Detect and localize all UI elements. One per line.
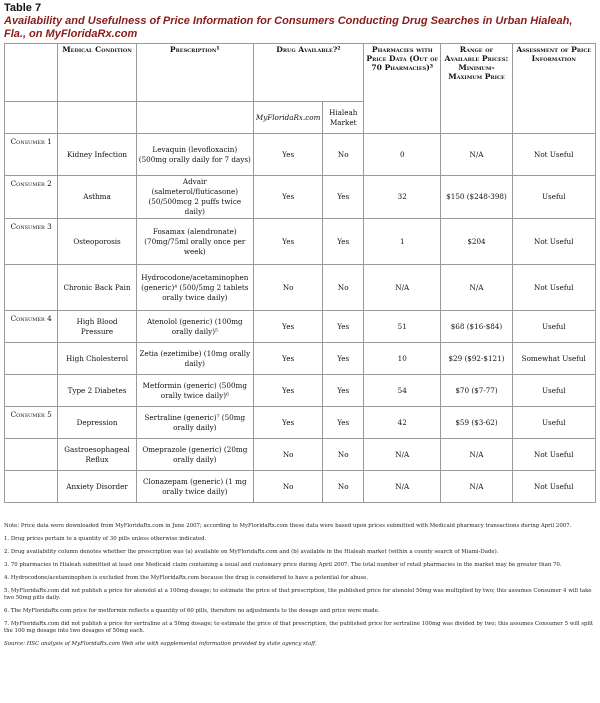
myflorida-cell: Yes: [253, 407, 323, 439]
note-item: 6. The MyFloridaRx.com price for metformin reflects a quantity of 60 pills, therefore no adjustments to the dosage and price were made.: [4, 608, 380, 614]
note-item: 1. Drug prices pertain to a quantity of 30 pills unless otherwise indicated.: [4, 536, 207, 542]
header-spacer: [5, 102, 58, 134]
hialeah-cell: Yes: [323, 375, 364, 407]
pharmacies-cell: N/A: [364, 439, 441, 471]
hialeah-cell: No: [323, 471, 364, 503]
consumer-label: Consumer 2: [5, 176, 58, 219]
table-row: [5, 375, 596, 407]
header-spacer: [136, 102, 253, 134]
table-row: [5, 219, 596, 265]
consumer-label: [5, 439, 58, 471]
table-row: [5, 407, 596, 439]
range-cell: $204: [441, 219, 512, 265]
table-label: Table 7: [4, 2, 42, 14]
pharmacies-cell: 1: [364, 219, 441, 265]
consumer-label: Consumer 4: [5, 311, 58, 343]
note-item: 2. Drug availability column denotes whether the prescription was (a) available on MyFloridaRx.com and (b) available in the Hialeah market (within a county search of Miami-Dade).: [4, 549, 499, 555]
condition-cell: High Cholesterol: [58, 343, 136, 375]
subheader-myflorida: MyFloridaRx.com: [253, 102, 323, 134]
hialeah-cell: Yes: [323, 219, 364, 265]
pharmacies-cell: N/A: [364, 265, 441, 311]
consumer-label: [5, 265, 58, 311]
consumer-label: Consumer 5: [5, 407, 58, 439]
note-item: 3. 70 pharmacies in Hialeah submitted at least one Medicaid claim containing a usual and customary price during April 2007. The total number of retail pharmacies in the market may be greater than 70.: [4, 562, 562, 568]
myflorida-cell: Yes: [253, 375, 323, 407]
header-pharmacies: Pharmacies with Price Data (Out of 70 Pharmacies)³: [364, 44, 441, 134]
condition-cell: Type 2 Diabetes: [58, 375, 136, 407]
assessment-cell: Useful: [512, 311, 596, 343]
condition-cell: High Blood Pressure: [58, 311, 136, 343]
myflorida-cell: Yes: [253, 134, 323, 176]
source-note: Source: HSC analysis of MyFloridaRx.com Web site with supplemental information provided by state agency staff.: [4, 641, 317, 647]
range-cell: $68 ($16-$84): [441, 311, 512, 343]
table-row: [5, 311, 596, 343]
header-drug-available: Drug Available?²: [253, 44, 363, 102]
range-cell: N/A: [441, 439, 512, 471]
prescription-cell: Metformin (generic) (500mg orally twice daily)⁶: [136, 375, 253, 407]
hialeah-cell: No: [323, 265, 364, 311]
prescription-cell: Hydrocodone/acetaminophen (generic)⁴ (500/5mg 2 tablets orally twice daily): [136, 265, 253, 311]
pharmacies-cell: 0: [364, 134, 441, 176]
table-row: [5, 471, 596, 503]
consumer-label: [5, 471, 58, 503]
table-row: [5, 265, 596, 311]
hialeah-cell: Yes: [323, 176, 364, 219]
assessment-cell: Useful: [512, 375, 596, 407]
condition-cell: Asthma: [58, 176, 136, 219]
assessment-cell: Not Useful: [512, 219, 596, 265]
condition-cell: Gastroesophageal Reflux: [58, 439, 136, 471]
pharmacies-cell: 51: [364, 311, 441, 343]
consumer-label: [5, 375, 58, 407]
header-medical-condition: Medical Condition: [58, 44, 136, 102]
table-row: [5, 343, 596, 375]
condition-cell: Kidney Infection: [58, 134, 136, 176]
table-notes: [4, 523, 596, 654]
hialeah-cell: Yes: [323, 311, 364, 343]
consumer-label: [5, 343, 58, 375]
myflorida-cell: Yes: [253, 176, 323, 219]
range-cell: $59 ($3-62): [441, 407, 512, 439]
hialeah-cell: No: [323, 439, 364, 471]
myflorida-cell: No: [253, 265, 323, 311]
myflorida-cell: Yes: [253, 219, 323, 265]
myflorida-cell: Yes: [253, 343, 323, 375]
assessment-cell: Not Useful: [512, 471, 596, 503]
pharmacies-cell: 32: [364, 176, 441, 219]
table-row: [5, 176, 596, 219]
myflorida-cell: No: [253, 439, 323, 471]
hialeah-cell: No: [323, 134, 364, 176]
pharmacies-cell: N/A: [364, 471, 441, 503]
pharmacies-cell: 42: [364, 407, 441, 439]
table-row: [5, 134, 596, 176]
range-cell: N/A: [441, 265, 512, 311]
header-consumer: [5, 44, 58, 102]
consumer-label: Consumer 1: [5, 134, 58, 176]
prescription-cell: Fosamax (alendronate) (70mg/75ml orally once per week): [136, 219, 253, 265]
assessment-cell: Not Useful: [512, 134, 596, 176]
note-item: 5. MyFloridaRx.com did not publish a price for atenolol at a 100mg dosage; to estimate the price of that prescription, the published price for atenolol 50mg was multiplied by two; this assumes Consumer 4 will take two 50mg pills daily.: [4, 588, 592, 601]
prescription-cell: Omeprazole (generic) (20mg orally daily): [136, 439, 253, 471]
subheader-hialeah: Hialeah Market: [323, 102, 364, 134]
consumer-label: Consumer 3: [5, 219, 58, 265]
table-row: [5, 439, 596, 471]
note-item: Note: Price data were downloaded from MyFloridaRx.com in June 2007; according to MyFloridaRx.com these data were based upon prices submitted with Medicaid pharmacy transactions during April 2007.: [4, 523, 572, 529]
prescription-cell: Zetia (ezetimibe) (10mg orally daily): [136, 343, 253, 375]
myflorida-cell: No: [253, 471, 323, 503]
range-cell: N/A: [441, 134, 512, 176]
header-prescription: Prescription¹: [136, 44, 253, 102]
range-cell: N/A: [441, 471, 512, 503]
condition-cell: Osteoporosis: [58, 219, 136, 265]
condition-cell: Anxiety Disorder: [58, 471, 136, 503]
assessment-cell: Useful: [512, 407, 596, 439]
hialeah-cell: Yes: [323, 407, 364, 439]
header-spacer: [58, 102, 136, 134]
assessment-cell: Useful: [512, 176, 596, 219]
assessment-cell: Somewhat Useful: [512, 343, 596, 375]
range-cell: $150 ($248-398): [441, 176, 512, 219]
prescription-cell: Levaquin (levofloxacin) (500mg orally daily for 7 days): [136, 134, 253, 176]
condition-cell: Depression: [58, 407, 136, 439]
drug-price-table: [4, 43, 596, 503]
pharmacies-cell: 54: [364, 375, 441, 407]
prescription-cell: Sertraline (generic)⁷ (50mg orally daily): [136, 407, 253, 439]
assessment-cell: Not Useful: [512, 265, 596, 311]
note-item: 4. Hydrocodone/acetaminophen is excluded from the MyFloridaRx.com because the drug is considered to have a potential for abuse.: [4, 575, 369, 581]
note-item: 7. MyFloridaRx.com did not publish a price for sertraline at a 50mg dosage; to estimate the price of that prescription, the published price for sertraline 100mg was divided by two; this assumes Consumer 5 will split the 100 mg dosage into two dosages of 50mg each.: [4, 621, 594, 634]
table-title: Availability and Usefulness of Price Information for Consumers Conducting Drug Searches in Urban Hialeah, Fla., on MyFloridaRx.com: [4, 15, 573, 40]
range-cell: $70 ($7-77): [441, 375, 512, 407]
hialeah-cell: Yes: [323, 343, 364, 375]
prescription-cell: Advair (salmeterol/fluticasone) (50/500mcg 2 puffs twice daily): [136, 176, 253, 219]
header-assessment: Assessment of Price Information: [512, 44, 596, 134]
prescription-cell: Atenolol (generic) (100mg orally daily)⁵: [136, 311, 253, 343]
condition-cell: Chronic Back Pain: [58, 265, 136, 311]
assessment-cell: Not Useful: [512, 439, 596, 471]
myflorida-cell: Yes: [253, 311, 323, 343]
range-cell: $29 ($92-$121): [441, 343, 512, 375]
header-range: Range of Available Prices: Minimum-Maximum Price: [441, 44, 512, 134]
pharmacies-cell: 10: [364, 343, 441, 375]
prescription-cell: Clonazepam (generic) (1 mg orally twice daily): [136, 471, 253, 503]
